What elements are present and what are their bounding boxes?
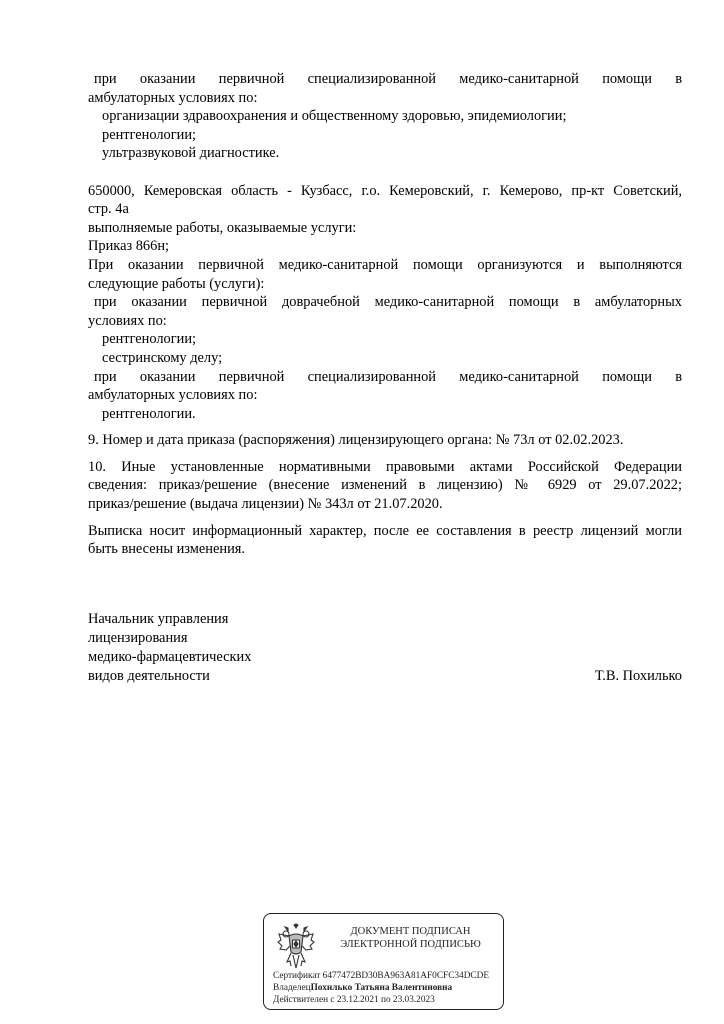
document-line: при оказании первичной доврачебной медико-санитарной помощи в амбулаторных: [94, 294, 682, 311]
document-line: ультразвуковой диагностике.: [102, 145, 280, 162]
signatory-title-line: видов деятельности: [88, 668, 210, 684]
paragraph-gap: [88, 163, 682, 182]
paragraph-gap: [88, 423, 682, 431]
double-headed-eagle-emblem-icon: [276, 922, 316, 972]
stamp-details: [273, 970, 504, 1006]
stamp-title: [324, 926, 497, 951]
document-line: выполняемые работы, оказываемые услуги:: [88, 219, 357, 236]
document-line: при оказании первичной специализированной медико-санитарной помощи в: [94, 368, 682, 385]
signatory-title-line: лицензирования: [88, 630, 188, 646]
document-line: амбулаторных условиях по:: [88, 387, 258, 404]
stamp-validity-row: Действителен с 23.12.2021 по 23.03.2023: [273, 995, 435, 1005]
document-line: 9. Номер и дата приказа (распоряжения) лицензирующего органа: № 73л от 02.02.2023.: [88, 432, 624, 449]
document-line: при оказании первичной специализированной медико-санитарной помощи в: [94, 71, 682, 87]
cert-value: 6477472BD30BA963A81AF0CFC34DCDE: [322, 971, 490, 981]
document-line: рентгенологии;: [102, 126, 197, 143]
document-line: 10. Иные установленные нормативными правовыми актами Российской Федерации: [88, 458, 682, 475]
document-line: быть внесены изменения.: [88, 541, 245, 558]
cert-label: Сертификат: [273, 971, 321, 981]
document-line: условиях по:: [88, 312, 167, 329]
owner-label: Владелец: [273, 983, 311, 993]
owner-value: Похилько Татьяна Валентиновна: [310, 983, 453, 993]
paragraph-gap: [88, 450, 682, 458]
document-line: При оказании первичной медико-санитарной помощи организуются и выполняются: [88, 256, 682, 273]
document-line: организации здравоохранения и общественному здоровью, эпидемиологии;: [102, 108, 567, 125]
paragraph-gap: [88, 514, 682, 522]
document-body: [88, 70, 682, 559]
document-line: приказ/решение (выдача лицензии) № 343л от 21.07.2020.: [88, 496, 443, 513]
document-line: рентгенологии;: [102, 331, 197, 348]
document-line: Приказ 866н;: [88, 238, 170, 255]
signatory-title-line: Начальник управления: [88, 611, 229, 627]
signatory-title-line: медико-фармацевтических: [88, 649, 252, 665]
document-line: амбулаторных условиях по:: [88, 89, 258, 106]
document-line: следующие работы (услуги):: [88, 275, 265, 292]
document-line: сведения: приказ/решение (внесение изменений в лицензию) № 6929 от 29.07.2022;: [88, 477, 682, 494]
stamp-certificate-row: [273, 970, 504, 982]
stamp-title-line: ДОКУМЕНТ ПОДПИСАН: [350, 926, 471, 937]
signature-block: [88, 610, 682, 686]
electronic-signature-stamp: [263, 913, 504, 1010]
stamp-owner-row: [273, 982, 504, 994]
document-line: рентгенологии.: [102, 405, 196, 422]
document-line: сестринскому делу;: [102, 349, 223, 366]
document-line: 650000, Кемеровская область - Кузбасс, г.о. Кемеровский, г. Кемерово, пр-кт Советский,: [88, 182, 682, 199]
stamp-title-line: ЭЛЕКТРОННОЙ ПОДПИСЬЮ: [340, 938, 481, 950]
document-line: стр. 4а: [88, 201, 129, 218]
signatory-name: Т.В. Похилько: [594, 668, 682, 684]
document-line: Выписка носит информационный характер, после ее составления в реестр лицензий могли: [88, 522, 682, 539]
